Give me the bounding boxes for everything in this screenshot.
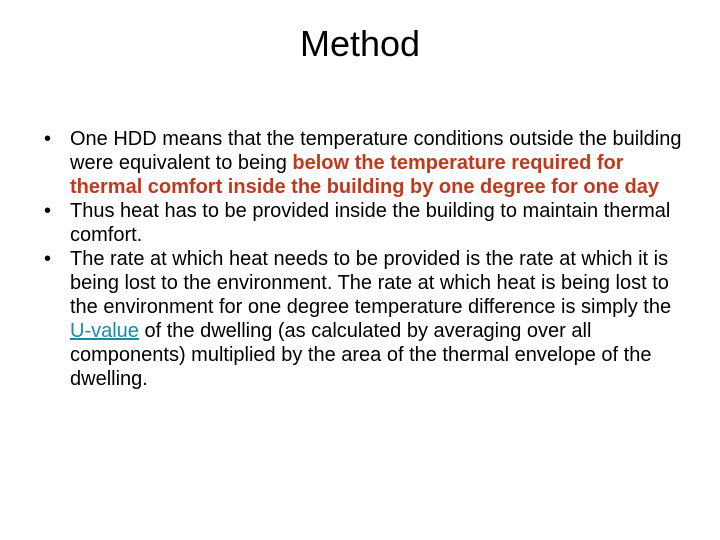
slide-title: Method	[299, 23, 421, 64]
emphasized-text: below the temperature required for thermal comfort inside the building by one degree for one day	[70, 152, 659, 198]
u-value-link[interactable]: U-value	[70, 320, 139, 342]
bullet-text: The rate at which heat needs to be provided is the rate at which it is being lost to the environment. The rate at which heat is being lost to the environment for one degree temperature difference is simply the	[70, 248, 672, 318]
bullet-icon: •	[44, 200, 52, 222]
bullet-list	[44, 127, 684, 391]
bullet-text: Thus heat has to be provided inside the building to maintain thermal comfort.	[70, 200, 671, 246]
bullet-icon: •	[44, 128, 52, 150]
bullet-heat-provided	[44, 199, 684, 247]
bullet-text-continued: of the dwelling (as calculated by averaging over all components) multiplied by the area of the thermal envelope of the dwelling.	[70, 320, 652, 390]
bullet-heat-loss-rate	[44, 247, 684, 391]
bullet-icon: •	[44, 248, 52, 270]
bullet-text: One HDD means that the temperature conditions outside the building were equivalent to being	[70, 128, 682, 174]
bullet-hdd-definition	[44, 127, 684, 199]
